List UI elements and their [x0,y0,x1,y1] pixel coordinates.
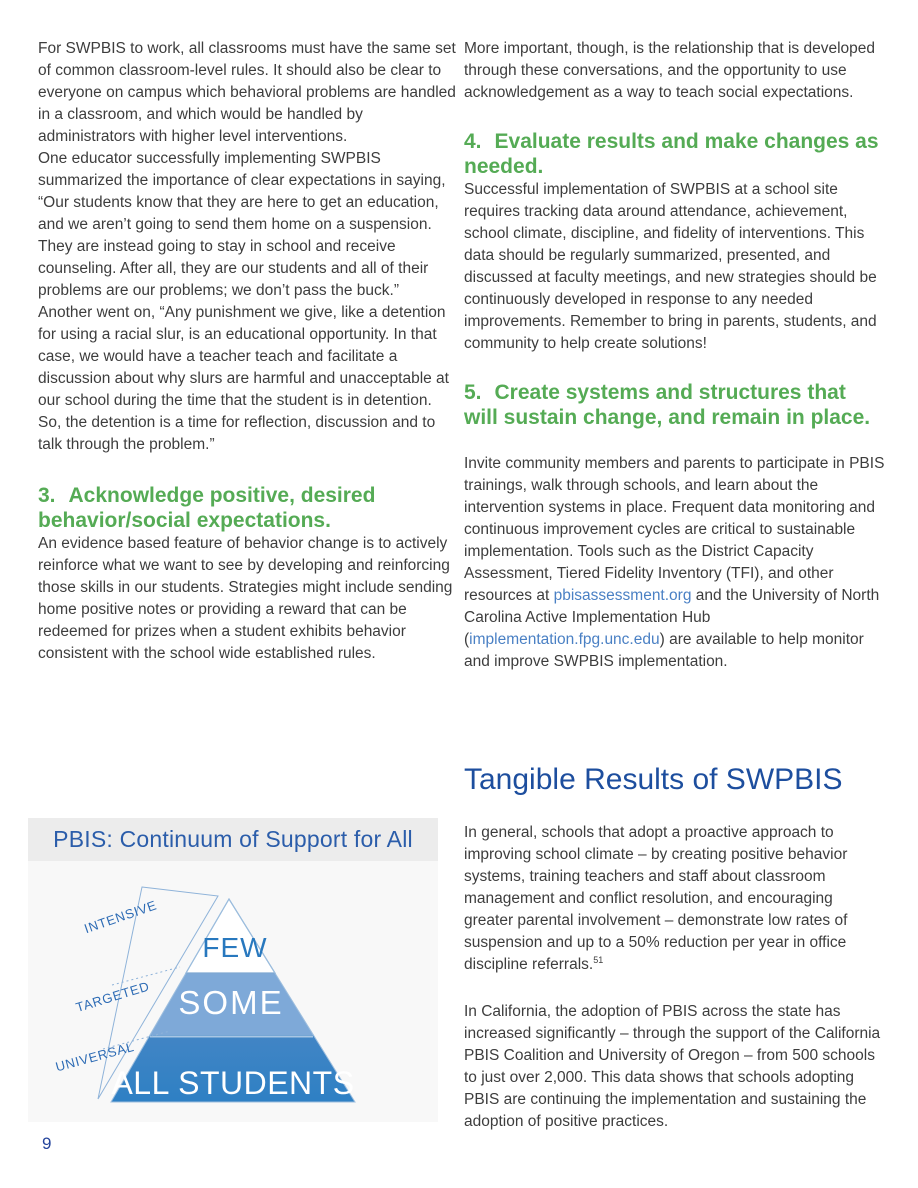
heading-text: Acknowledge positive, desired behavior/social expectations. [38,484,376,532]
page-number: 9 [42,1134,52,1153]
inline-link[interactable]: implementation.fpg.unc.edu [469,631,660,648]
heading-number: 5. [464,381,482,404]
population-label-some: SOME [178,984,284,1021]
paragraph: An evidence based feature of behavior change is to actively reinforce what we want to see by developing and reinforcing those skills in our students. Strategies might include sending home positive notes or providing a reward that can be redeemed for prizes when a student exhibits behavior consistent with the school wide established rules. [38,535,453,662]
inline-link[interactable]: pbisassessment.org [553,587,692,604]
pbis-pyramid-figure [28,818,438,1122]
tier-label-universal: UNIVERSAL [53,1038,136,1075]
section-heading-3 [38,483,459,533]
paragraph-with-footnote [464,822,885,976]
results-heading: Tangible Results of SWPBIS [464,763,843,796]
population-label-all-students: ALL STUDENTS [111,1065,355,1101]
figure-title: PBIS: Continuum of Support for All [28,818,438,861]
paragraph: More important, though, is the relationship that is developed through these conversations, and the opportunity to use acknowledgement as a way to teach social expectations. [464,40,875,101]
paragraph: Successful implementation of SWPBIS at a school site requires tracking data around attendance, achievement, school climate, discipline, and fidelity of interventions. This data should be regularly summarized, presented, and discussed at faculty meetings, and new strategies should be continuously developed in response to any needed improvements. Remember to bring in parents, students, and community to help create solutions! [464,181,877,352]
paragraph: For SWPBIS to work, all classrooms must have the same set of common classroom-level rules. It should also be clear to everyone on campus which behavioral problems are handled in a classroom, and which would be handled by administrators with higher level interventions. [38,40,456,145]
paragraph-with-links [464,453,885,673]
text-segment: Invite community members and parents to participate in PBIS trainings, walk through schools, and learn about the intervention systems in place. Frequent data monitoring and continuous improvement cycles are critical to sustainable implementation. Tools such as the District Capacity Assessment, Tiered Fidelity Inventory (TFI), and other resources at [464,455,885,604]
figure-body [28,861,438,1122]
tier-label-targeted: TARGETED [74,978,152,1016]
heading-text: Evaluate results and make changes as needed. [464,130,879,178]
heading-number: 4. [464,130,482,153]
section-heading-5 [464,380,885,430]
pyramid-diagram [28,861,438,1122]
paragraph: In California, the adoption of PBIS across the state has increased significantly – through the support of the California PBIS Coalition and University of Oregon – from 500 schools to just over 2,000. This data shows that schools adopting PBIS are continuing the implementation and sustaining the adoption of positive practices. [464,1003,881,1130]
paragraph: Another went on, “Any punishment we give, like a detention for using a racial slur, is an educational opportunity. In that case, we would have a teacher teach and facilitate a discussion about why slurs are harmful and unacceptable at our school during the time that the student is in detention. So, the detention is a time for reflection, discussion and to talk through the problem.” [38,304,449,453]
heading-text: Create systems and structures that will sustain change, and remain in place. [464,381,871,429]
footnote-reference: 51 [593,954,604,965]
tier-label-intensive: INTENSIVE [82,897,159,937]
text-segment: ) are available to help monitor and improve SWPBIS implementation. [464,631,864,670]
paragraph: One educator successfully implementing SWPBIS summarized the importance of clear expectations in saying, “Our students know that they are here to get an education, and we aren’t going to send them home on a suspension. They are instead going to stay in school and receive counseling. After all, they are our students and all of their problems are our problems; we don’t pass the buck.” [38,150,446,299]
heading-number: 3. [38,484,56,507]
text-segment: In general, schools that adopt a proactive approach to improving school climate – by creating positive behavior systems, training teachers and staff about classroom management and conflict resolution, and encouraging greater parental involvement – demonstrate low rates of suspension and up to a 50% reduction per year in office discipline referrals. [464,824,848,973]
right-column [464,38,885,673]
tangible-results-section [464,761,885,1133]
section-heading-4 [464,129,885,179]
text-segment: and the University of North Carolina Active Implementation Hub ( [464,587,880,648]
population-label-few: FEW [202,932,268,963]
left-column [38,38,459,665]
